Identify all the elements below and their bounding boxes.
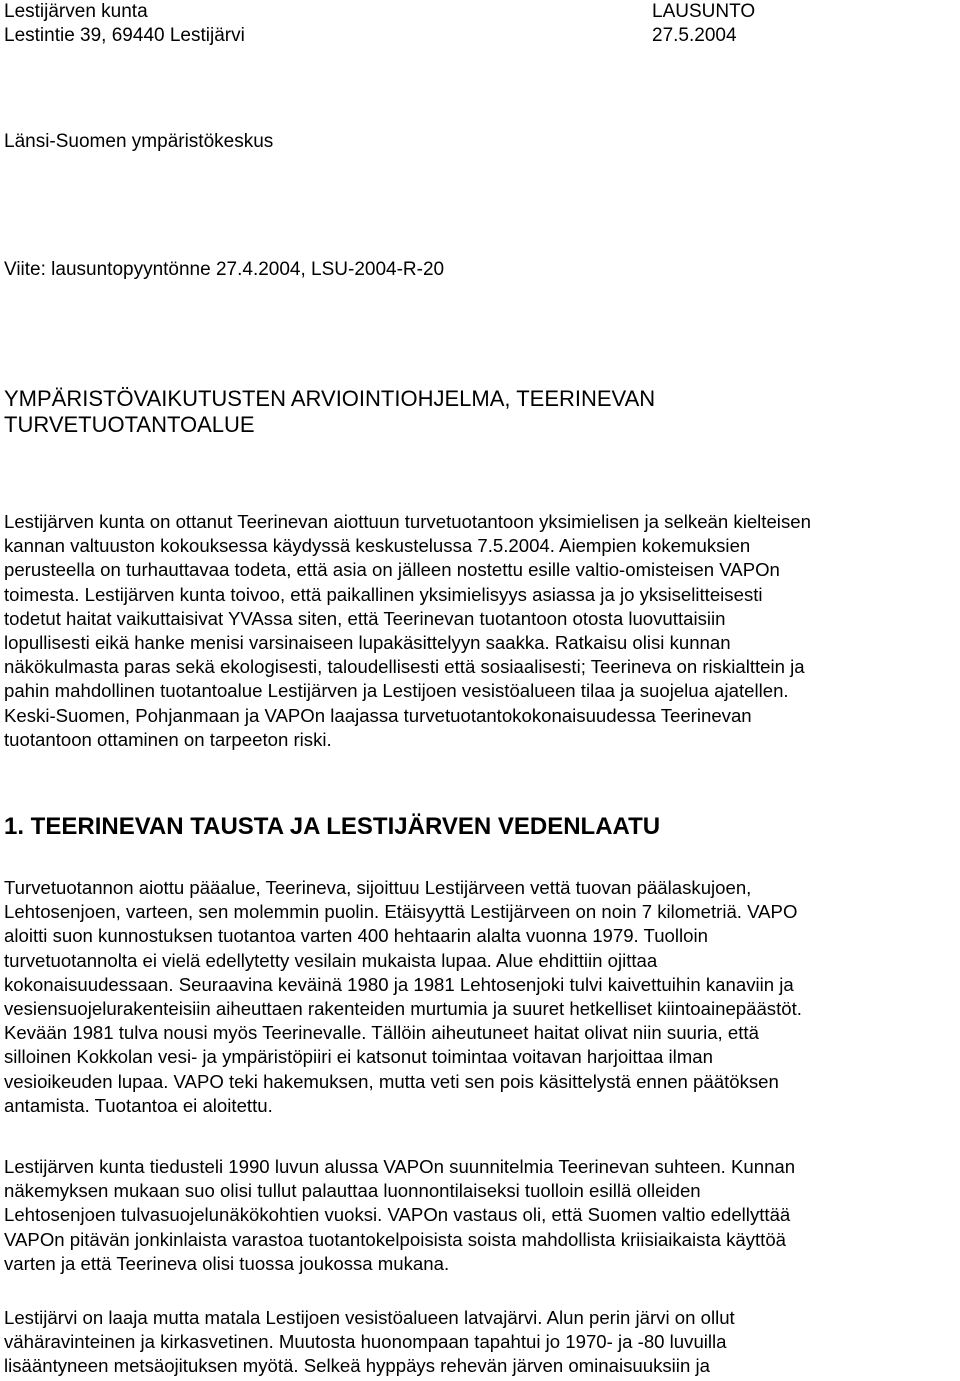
- text-line: Turvetuotannon aiottu pääalue, Teerineva, sijoittuu Lestijärveen vettä tuovan päälaskujoen,: [4, 877, 752, 898]
- text-line: perusteella on turhauttavaa todeta, että asia on jälleen nostettu esille valtio-omisteisen VAPOn: [4, 559, 780, 581]
- text-line: Lestijärven kunta tiedusteli 1990 luvun alussa VAPOn suunnitelmia Teerinevan suhteen. Kunnan: [4, 1156, 796, 1177]
- text-line: antamista. Tuotantoa ei aloitettu.: [4, 1094, 273, 1116]
- text-line: Lestijärven kunta on ottanut Teerinevan aiottuun turvetuotantoon yksimielisen ja selkeän kielteisen: [4, 511, 811, 532]
- sender-address: Lestintie 39, 69440 Lestijärvi: [4, 25, 245, 46]
- text-line: vesioikeuden lupaa. VAPO teki hakemuksen, mutta veti sen pois käsittelystä ennen päätöksen: [4, 1070, 779, 1092]
- text-line: aloitti suon kunnostuksen tuotantoa varten 400 hehtaarin alalta vuonna 1979. Tuolloin: [4, 925, 708, 947]
- title-line: YMPÄRISTÖVAIKUTUSTEN ARVIOINTIOHJELMA, TEERINEVAN: [4, 386, 656, 411]
- section-heading: 1. TEERINEVAN TAUSTA JA LESTIJÄRVEN VEDENLAATU: [4, 813, 661, 840]
- text-line: varten ja että Teerineva olisi tuossa joukossa mukana.: [4, 1252, 450, 1274]
- text-line: Lestijärvi on laaja mutta matala Lestijoen vesistöalueen latvajärvi. Alun perin järvi on ollut: [4, 1307, 735, 1328]
- text-line: Lehtosenjoen tulvasuojelunäkökohtien vuoksi. VAPOn vastaus oli, että Suomen valtio edellyttää: [4, 1204, 791, 1226]
- text-line: lisääntyneen metsäojituksen myötä. Selkeä hyppäys rehevän järven ominaisuuksiin ja: [4, 1355, 710, 1377]
- text-line: lopullisesti eikä hanke menisi varsinaiseen lupakäsittelyyn saakka. Ratkaisu olisi kunnan: [4, 631, 731, 653]
- document-date: 27.5.2004: [652, 25, 737, 46]
- text-line: turvetuotannolta ei vielä edellytetty vesilain mukaista lupaa. Alue ehdittiin ojittaa: [4, 949, 658, 971]
- document-type: LAUSUNTO: [652, 1, 756, 22]
- section-paragraph: [4, 1306, 958, 1379]
- text-line: näkökulmasta paras sekä ekologisesti, taloudellisesti että sosiaalisesti; Teerineva on riskialttein ja: [4, 656, 805, 678]
- text-line: kannan valtuuston kokouksessa käydyssä keskustelussa 7.5.2004. Aiempien kokemuksien: [4, 535, 751, 557]
- recipient: Länsi-Suomen ympäristökeskus: [4, 131, 274, 152]
- section-paragraph: [4, 876, 958, 1118]
- sender-organization: Lestijärven kunta: [4, 1, 148, 22]
- text-line: näkemyksen mukaan suo olisi tullut palauttaa luonnontilaiseksi tuolloin esillä olleiden: [4, 1180, 701, 1202]
- text-line: pahin mahdollinen tuotantoalue Lestijärven ja Lestijoen vesistöalueen tilaa ja suojelua ajatellen.: [4, 680, 789, 702]
- intro-paragraph: [4, 510, 958, 752]
- title-line: TURVETUOTANTOALUE: [4, 412, 255, 437]
- text-line: todetut haitat vaikuttaisivat YVAssa siten, että Teerinevan tuotantoon otosta luovuttaisiin: [4, 607, 726, 629]
- text-line: tuotantoon ottaminen on tarpeeton riski.: [4, 728, 332, 750]
- reference-line: Viite: lausuntopyyntönne 27.4.2004, LSU-2004-R-20: [4, 259, 445, 280]
- text-line: silloinen Kokkolan vesi- ja ympäristöpiiri ei katsonut toimintaa voitavan harjoittaa ilman: [4, 1046, 713, 1068]
- text-line: Kevään 1981 tulva nousi myös Teerinevalle. Tällöin aiheutuneet haitat olivat niin suuria, että: [4, 1022, 759, 1044]
- text-line: kokonaisuudessaan. Seuraavina keväinä 1980 ja 1981 Lehtosenjoki tulvi kaivettuihin kanaviin ja: [4, 973, 794, 995]
- text-line: toimesta. Lestijärven kunta toivoo, että paikallinen yksimielisyys asiassa ja jo yksiselitteisesti: [4, 583, 763, 605]
- document-title: [4, 386, 904, 438]
- text-line: Keski-Suomen, Pohjanmaan ja VAPOn laajassa turvetuotantokokonaisuudessa Teerinevan: [4, 704, 752, 726]
- text-line: Lehtosenjoen, varteen, sen molemmin puolin. Etäisyyttä Lestijärveen on noin 7 kilometriä. VAPO: [4, 901, 798, 923]
- text-line: vesiensuojelurakenteisiin aiheuttaen rakenteiden murtumia ja suuret hetkelliset kiintoainepäästöt.: [4, 997, 802, 1019]
- text-line: VAPOn pitävän jonkinlaista varastoa tuotantokelpoisista soista mahdollista kriisiaikaista käyttöä: [4, 1228, 787, 1250]
- section-paragraph: [4, 1155, 958, 1276]
- text-line: vähäravinteinen ja kirkasvetinen. Muutosta huonompaan tapahtui jo 1970- ja -80 luvuilla: [4, 1331, 727, 1353]
